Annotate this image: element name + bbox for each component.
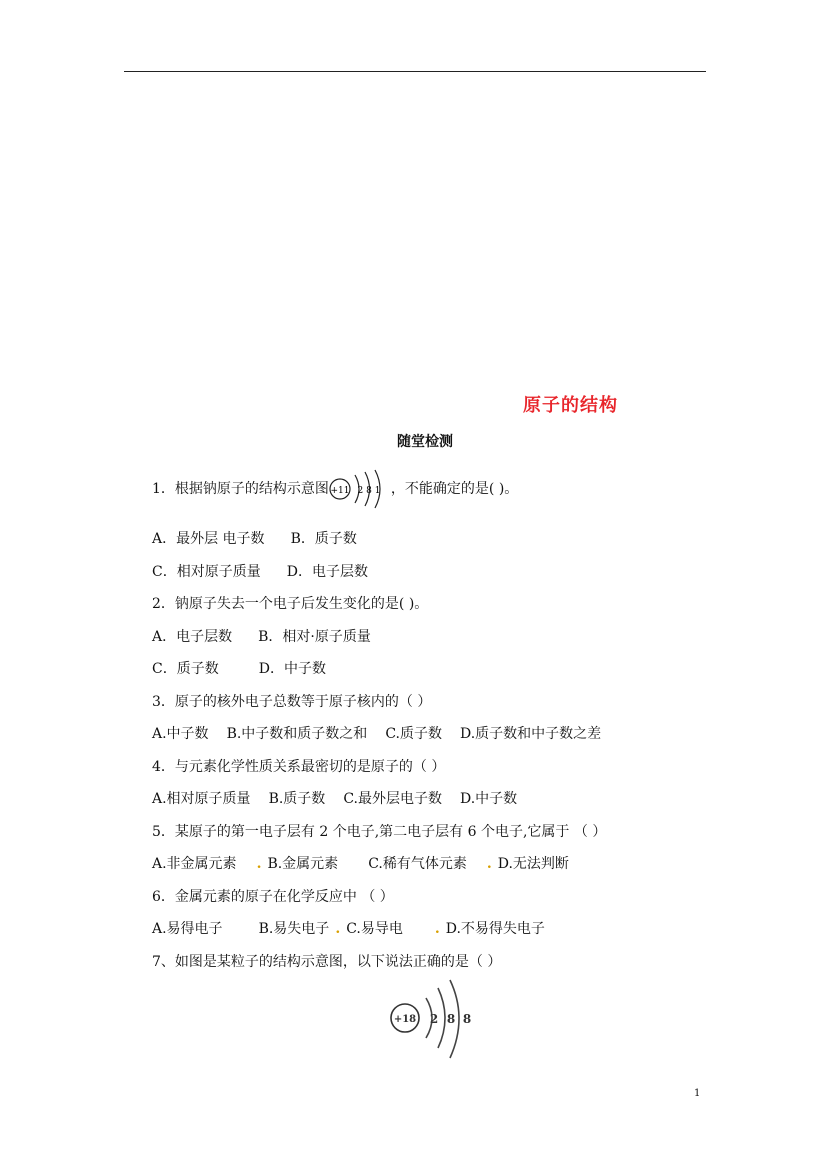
q5-option-d: D.无法判断 (497, 856, 569, 872)
question-3-options (152, 725, 619, 743)
header-rule (124, 71, 706, 72)
q1-option-c: C．相对原子质量 (152, 564, 261, 580)
sodium-shell-electrons: 2 8 1 (357, 486, 381, 496)
q1-option-a: A．最外层 电子数 (152, 531, 265, 547)
question-6-stem: 6．金属元素的原子在化学反应中 （ ） (152, 889, 394, 905)
question-1-stem (152, 480, 518, 498)
argon-shell-2-electrons: 8 (446, 1012, 456, 1026)
question-7-stem: 7、如图是某粒子的结构示意图，以下说法正确的是（ ） (152, 954, 502, 970)
argon-shell-1-electrons: 2 (429, 1012, 439, 1026)
question-2-stem: 2．钠原子失去一个电子后发生变化的是( )。 (152, 596, 429, 612)
q1-option-d: D．电子层数 (286, 564, 368, 580)
decorative-dot: . (335, 921, 341, 937)
page-title: 原子的结构 (523, 395, 618, 416)
question-1-suffix: ，不能确定的是( )。 (390, 481, 519, 497)
question-2-options-row-2 (152, 660, 344, 678)
q4-option-a: A.相对原子质量 (152, 791, 251, 807)
question-4-options (152, 790, 535, 808)
question-5-stem: 5．某原子的第一电子层有 2 个电子,第二电子层有 6 个电子,它属于 （ ） (152, 824, 607, 840)
q2-option-b: B．相对·原子质量 (258, 629, 371, 645)
q3-option-c: C.质子数 (385, 726, 442, 742)
question-1-prefix: 1．根据钠原子的结构示意图 (152, 481, 329, 497)
q4-option-c: C.最外层电子数 (343, 791, 442, 807)
question-2-options-row-1 (152, 628, 389, 646)
section-title: 随堂检测 (397, 434, 453, 450)
q6-option-c: C.易导电 (346, 921, 403, 937)
q4-option-b: B.质子数 (268, 791, 326, 807)
q1-option-b: B．质子数 (290, 531, 357, 547)
sodium-nucleus-label: +11 (330, 486, 350, 496)
q6-option-b: B.易失电子 (258, 921, 330, 937)
decorative-dot: . (486, 856, 492, 872)
q6-option-a: A.易得电子 (152, 921, 223, 937)
q5-option-a: A.非金属元素 (152, 856, 237, 872)
decorative-dot: . (434, 921, 440, 937)
question-3-stem: 3．原子的核外电子总数等于原子核内的（ ） (152, 694, 432, 710)
q3-option-b: B.中子数和质子数之和 (226, 726, 368, 742)
page-number: 1 (694, 1088, 701, 1099)
argon-shell-3-electrons: 8 (462, 1012, 472, 1026)
question-1-options-row-2 (152, 563, 386, 581)
q2-option-a: A．电子层数 (152, 629, 233, 645)
decorative-dot: . (256, 856, 262, 872)
question-1-options-row-1 (152, 530, 375, 548)
question-6-options (152, 920, 563, 938)
question-4-stem: 4．与元素化学性质关系最密切的是原子的（ ） (152, 759, 446, 775)
sodium-atom-diagram (329, 480, 391, 498)
q2-option-d: D．中子数 (258, 661, 326, 677)
argon-nucleus-label: +18 (393, 1014, 417, 1025)
q3-option-a: A.中子数 (152, 726, 209, 742)
q5-option-c: C.稀有气体元素 (368, 856, 467, 872)
question-5-options (152, 855, 587, 873)
q6-option-d: D.不易得失电子 (445, 921, 545, 937)
q5-option-b: B.金属元素 (267, 856, 339, 872)
q2-option-c: C．质子数 (152, 661, 219, 677)
argon-atom-diagram (388, 976, 474, 1062)
q3-option-d: D.质子数和中子数之差 (459, 726, 602, 742)
q4-option-d: D.中子数 (459, 791, 518, 807)
